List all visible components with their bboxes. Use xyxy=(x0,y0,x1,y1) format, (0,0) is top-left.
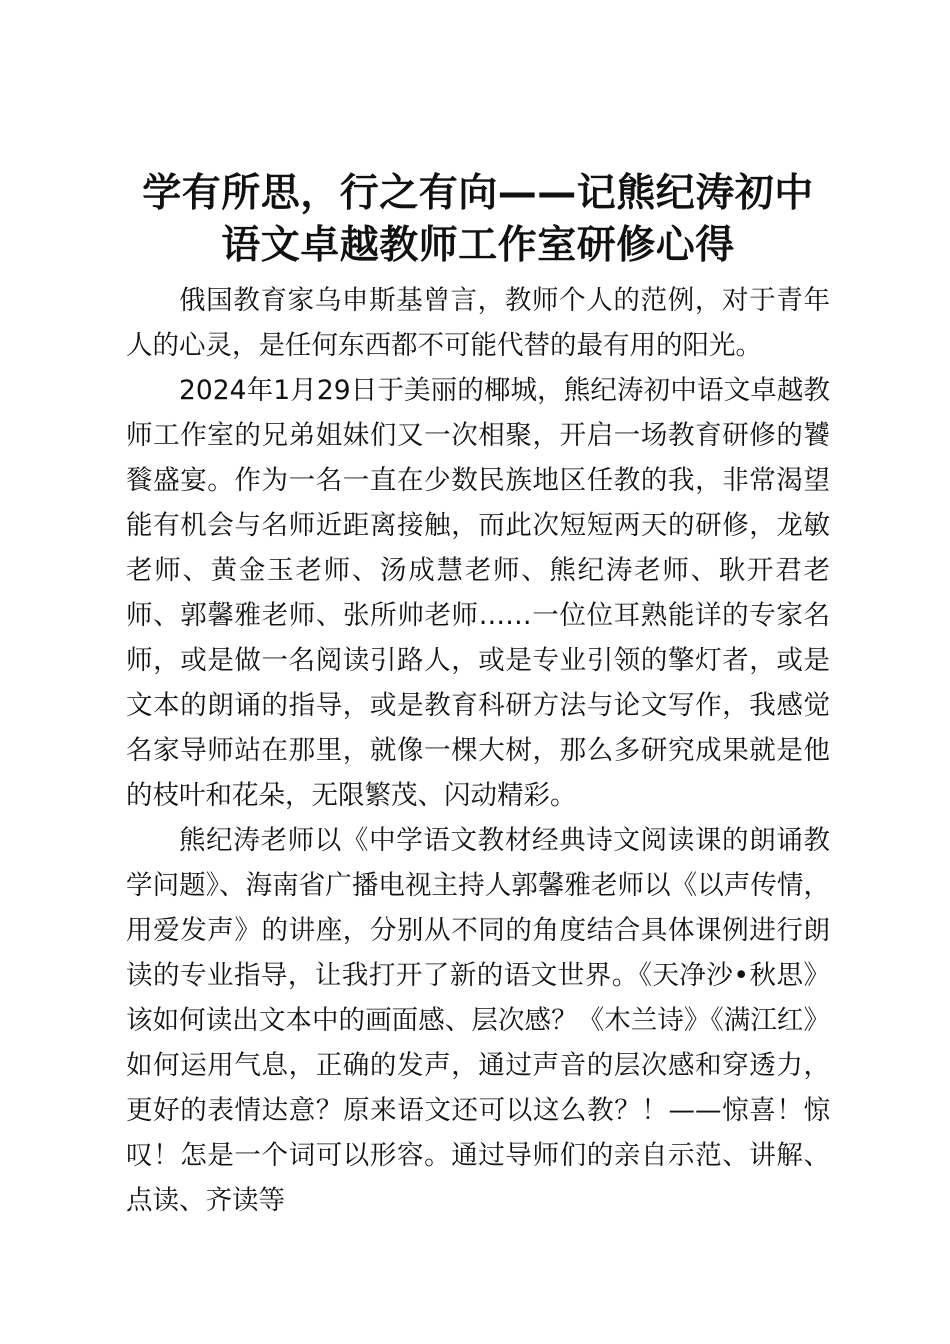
paragraph: 俄国教育家乌申斯基曾言，教师个人的范例，对于青年人的心灵，是任何东西都不可能代替的最有用的阳光。 xyxy=(126,285,830,361)
paragraph: 2024年1月29日于美丽的椰城，熊纪涛初中语文卓越教师工作室的兄弟姐妹们又一次相聚，开启一场教育研修的饕餮盛宴。作为一名一直在少数民族地区任教的我，非常渴望能有机会与名师近距离接触，而此次短短两天的研修，龙敏老师、黄金玉老师、汤成慧老师、熊纪涛老师、耿开君老师、郭馨雅老师、张所帅老师……一位位耳熟能详的专家名师，或是做一名阅读引路人，或是专业引领的擎灯者，或是文本的朗诵的指导，或是教育科研方法与论文写作，我感觉名家导师站在那里，就像一棵大树，那么多研究成果就是他的枝叶和花朵，无限繁茂、闪动精彩。 xyxy=(126,375,830,811)
document-title: 学有所思，行之有向——记熊纪涛初中语文卓越教师工作室研修心得 xyxy=(142,171,814,268)
document-page xyxy=(126,168,830,1223)
paragraph: 熊纪涛老师以《中学语文教材经典诗文阅读课的朗诵教学问题》、海南省广播电视主持人郭馨雅老师以《以声传情，用爱发声》的讲座，分别从不同的角度结合具体课例进行朗读的专业指导，让我打开了新的语文世界。《天净沙•秋思》该如何读出文本中的画面感、层次感？《木兰诗》《满江红》如何运用气息，正确的发声，通过声音的层次感和穿透力，更好的表情达意？原来语文还可以这么教？！——惊喜！惊叹！怎是一个词可以形容。通过导师们的亲自示范、讲解、点读、齐读等 xyxy=(126,825,830,1216)
document-body xyxy=(126,278,830,1223)
